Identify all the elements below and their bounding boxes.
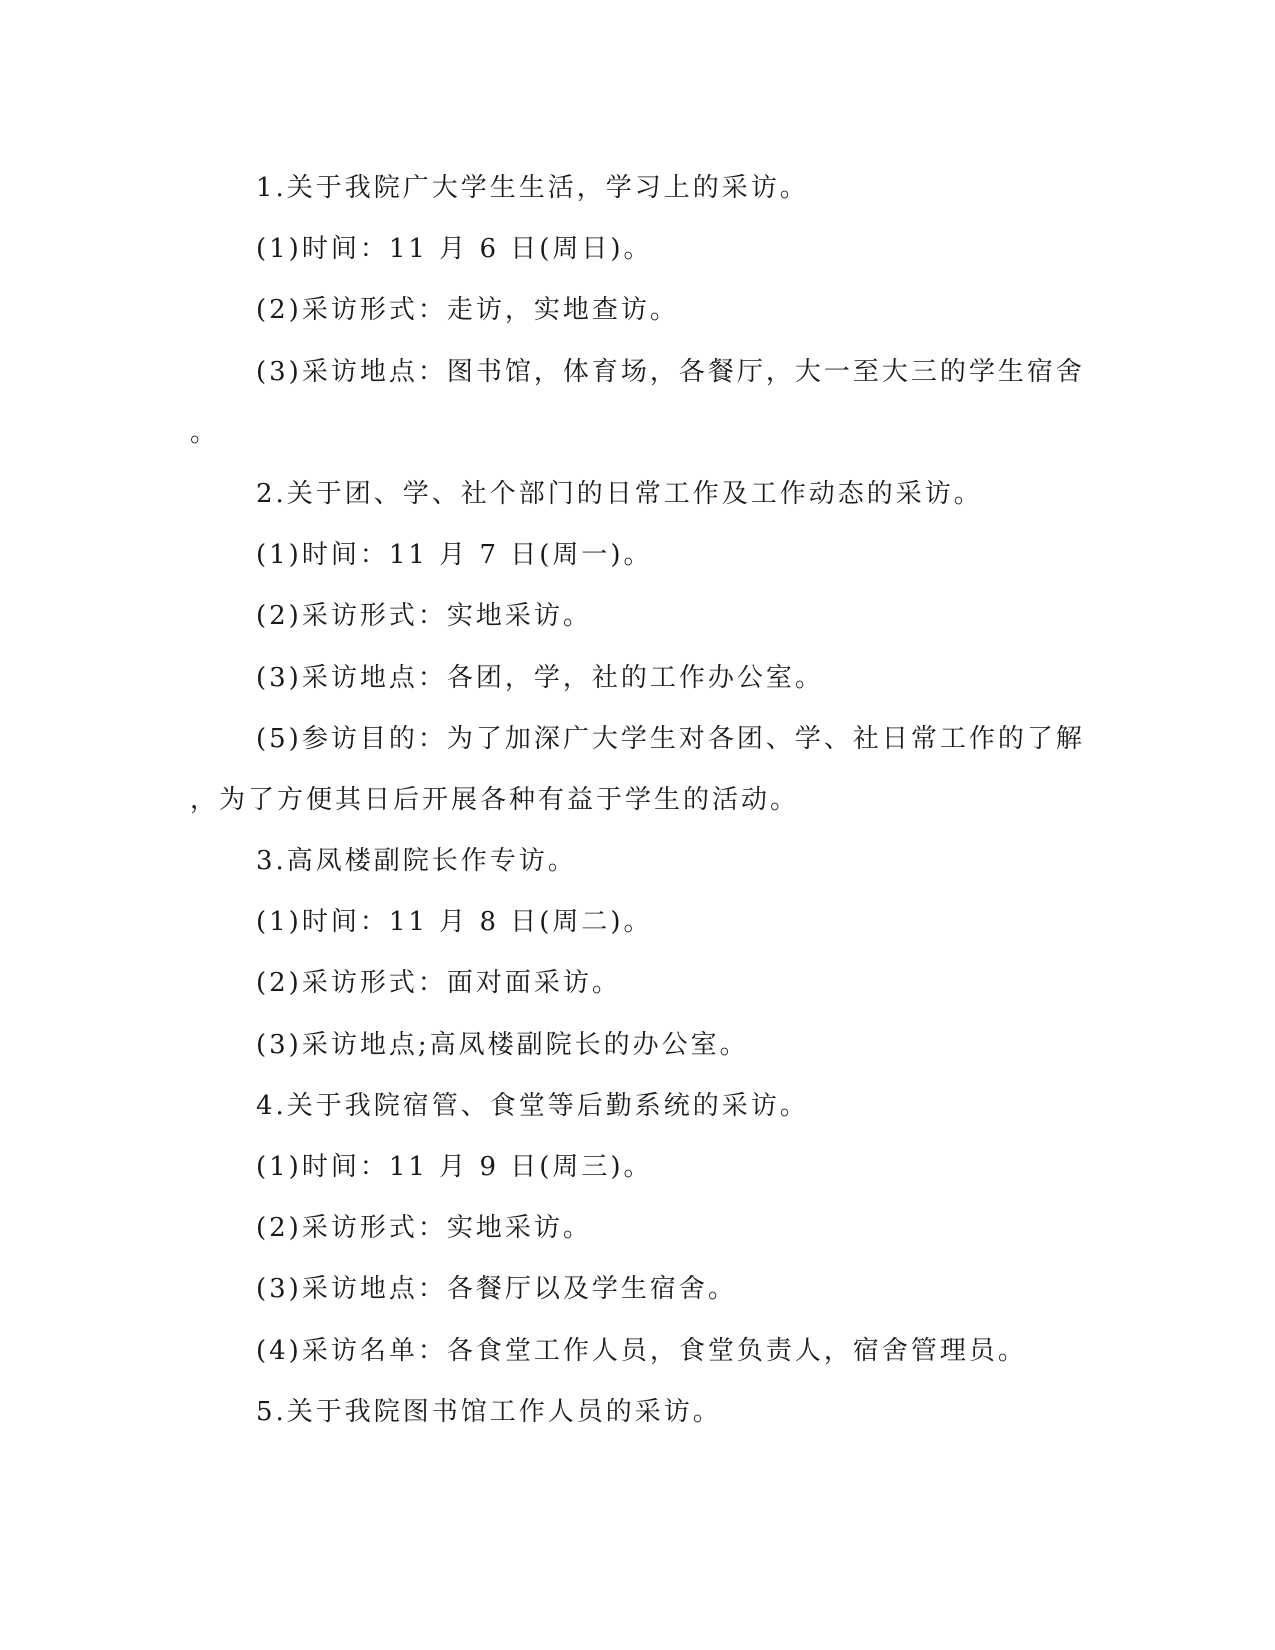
paragraph-line: (5)参访目的：为了加深广大学生对各团、学、社日常工作的了解 (256, 723, 1085, 754)
paragraph-line-continuation: ，为了方便其日后开展各种有益于学生的活动。 (190, 784, 800, 815)
section-heading-2: 2.关于团、学、社个部门的日常工作及工作动态的采访。 (256, 478, 983, 509)
document-body (190, 158, 1090, 1443)
paragraph-line: (2)采访形式：面对面采访。 (256, 968, 621, 999)
section-heading-3: 3.高凤楼副院长作专访。 (256, 846, 577, 877)
paragraph-line: (2)采访形式：实地采访。 (256, 601, 592, 632)
paragraph-line-continuation: 。 (190, 417, 220, 448)
paragraph-line: (3)采访地点：图书馆，体育场，各餐厅，大一至大三的学生宿舍 (256, 356, 1085, 387)
paragraph-line: (3)采访地点：各团，学，社的工作办公室。 (256, 662, 824, 693)
paragraph-line: (1)时间：11 月 7 日(周一)。 (256, 540, 653, 571)
paragraph-line: (1)时间：11 月 6 日(周日)。 (256, 234, 653, 265)
paragraph-line: (3)采访地点;高凤楼副院长的办公室。 (256, 1029, 749, 1060)
paragraph-line: (4)采访名单：各食堂工作人员，食堂负责人，宿舍管理员。 (256, 1335, 1027, 1366)
paragraph-line: (1)时间：11 月 9 日(周三)。 (256, 1152, 653, 1182)
section-heading-1: 1.关于我院广大学生生活，学习上的采访。 (256, 173, 809, 203)
paragraph-line: (2)采访形式：走访，实地查访。 (256, 295, 679, 326)
paragraph-line: (3)采访地点：各餐厅以及学生宿舍。 (256, 1274, 737, 1305)
paragraph-line: (2)采访形式：实地采访。 (256, 1213, 592, 1244)
section-heading-4: 4.关于我院宿管、食堂等后勤系统的采访。 (256, 1090, 809, 1121)
section-heading-5: 5.关于我院图书馆工作人员的采访。 (256, 1396, 722, 1427)
paragraph-line: (1)时间：11 月 8 日(周二)。 (256, 907, 653, 938)
